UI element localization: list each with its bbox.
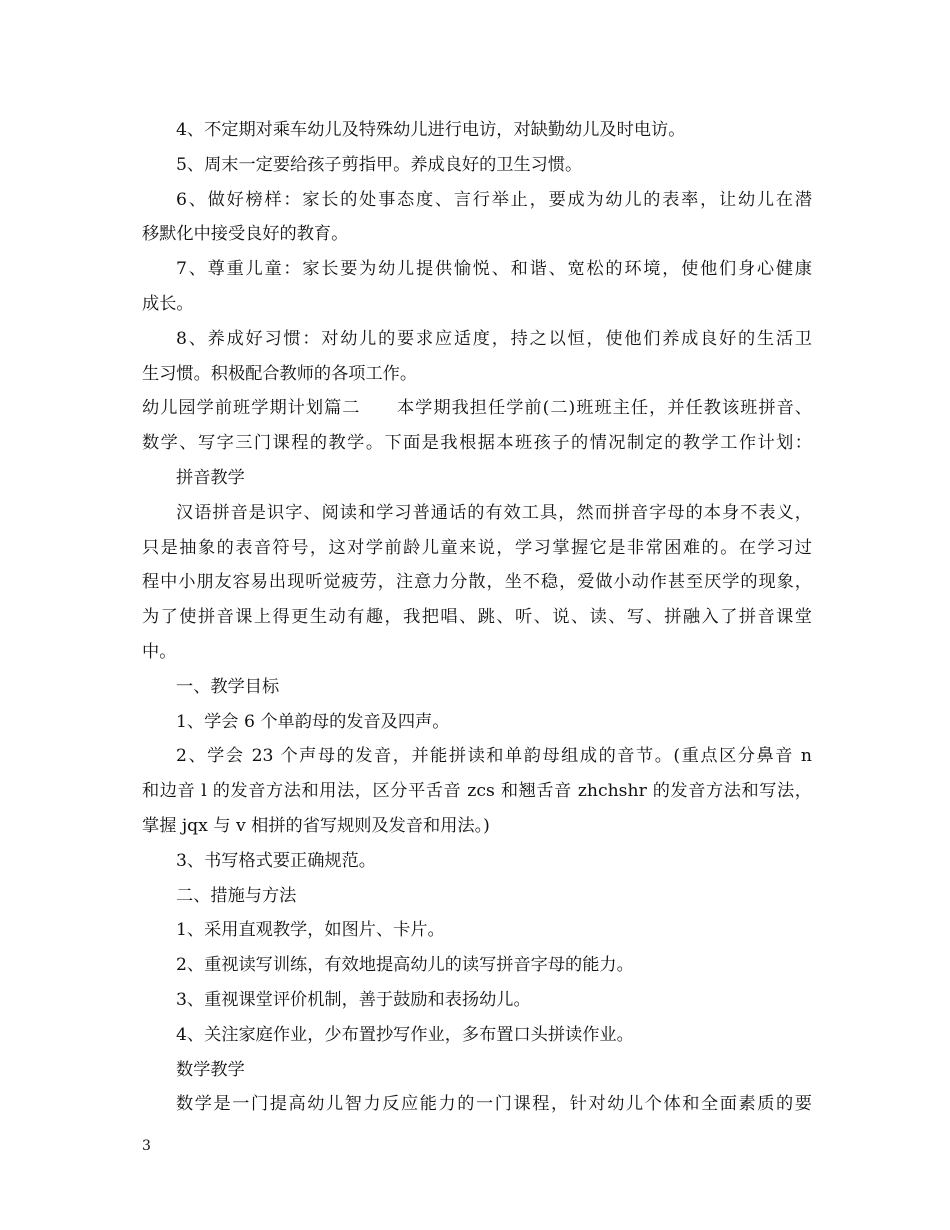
text-line: 和边音 l 的发音方法和用法，区分平舌音 zcs 和翘舌音 zhchshr 的发音方法和写法， <box>142 781 812 802</box>
document-body <box>142 113 812 1122</box>
text-line: 数学、写字三门课程的教学。下面是我根据本班孩子的情况制定的教学工作计划： <box>142 433 812 454</box>
text-line: 4、关注家庭作业，少布置抄写作业，多布置口头拼读作业。 <box>176 1024 634 1045</box>
text-line: 一、教学目标 <box>176 676 280 697</box>
text-line: 1、学会 6 个单韵母的发音及四声。 <box>176 711 450 732</box>
text-line: 掌握 jqx 与 v 相拼的省写规则及发音和用法。) <box>142 815 490 836</box>
page-number: 3 <box>142 1138 151 1154</box>
text-line: 程中小朋友容易出现听觉疲劳，注意力分散，坐不稳，爱做小动作甚至厌学的现象， <box>142 572 812 593</box>
text-line: 移默化中接受良好的教育。 <box>142 224 349 245</box>
text-line: 为了使拼音课上得更生动有趣，我把唱、跳、听、说、读、写、拼融入了拼音课堂 <box>142 607 812 628</box>
text-line: 5、周末一定要给孩子剪指甲。养成良好的卫生习惯。 <box>176 154 583 175</box>
text-line: 8、养成好习惯：对幼儿的要求应适度，持之以恒，使他们养成良好的生活卫 <box>176 328 812 349</box>
text-line: 6、做好榜样：家长的处事态度、言行举止，要成为幼儿的表率，让幼儿在潜 <box>176 189 812 210</box>
text-line: 数学教学 <box>176 1059 245 1080</box>
text-line: 生习惯。积极配合教师的各项工作。 <box>142 363 418 384</box>
text-line: 7、尊重儿童：家长要为幼儿提供愉悦、和谐、宽松的环境，使他们身心健康 <box>176 259 812 280</box>
text-line: 2、学会 23 个声母的发音，并能拼读和单韵母组成的音节。(重点区分鼻音 n <box>176 746 812 767</box>
text-line: 1、采用直观教学，如图片、卡片。 <box>176 920 445 941</box>
text-line: 中。 <box>142 641 177 662</box>
text-line: 3、重视课堂评价机制，善于鼓励和表扬幼儿。 <box>176 989 531 1010</box>
text-line: 汉语拼音是识字、阅读和学习普通话的有效工具，然而拼音字母的本身不表义， <box>176 502 812 523</box>
text-line: 2、重视读写训练，有效地提高幼儿的读写拼音字母的能力。 <box>176 955 634 976</box>
text-line: 幼儿园学前班学期计划篇二 本学期我担任学前(二)班班主任，并任教该班拼音、 <box>142 398 812 419</box>
text-line: 拼音教学 <box>176 467 245 488</box>
text-line: 成长。 <box>142 293 194 314</box>
text-line: 只是抽象的表音符号，这对学前龄儿童来说，学习掌握它是非常困难的。在学习过 <box>142 537 812 558</box>
text-line: 数学是一门提高幼儿智力反应能力的一门课程，针对幼儿个体和全面素质的要 <box>176 1094 812 1115</box>
text-line: 3、书写格式要正确规范。 <box>176 850 376 871</box>
text-line: 4、不定期对乘车幼儿及特殊幼儿进行电访，对缺勤幼儿及时电访。 <box>176 120 686 140</box>
text-line: 二、措施与方法 <box>176 885 297 906</box>
